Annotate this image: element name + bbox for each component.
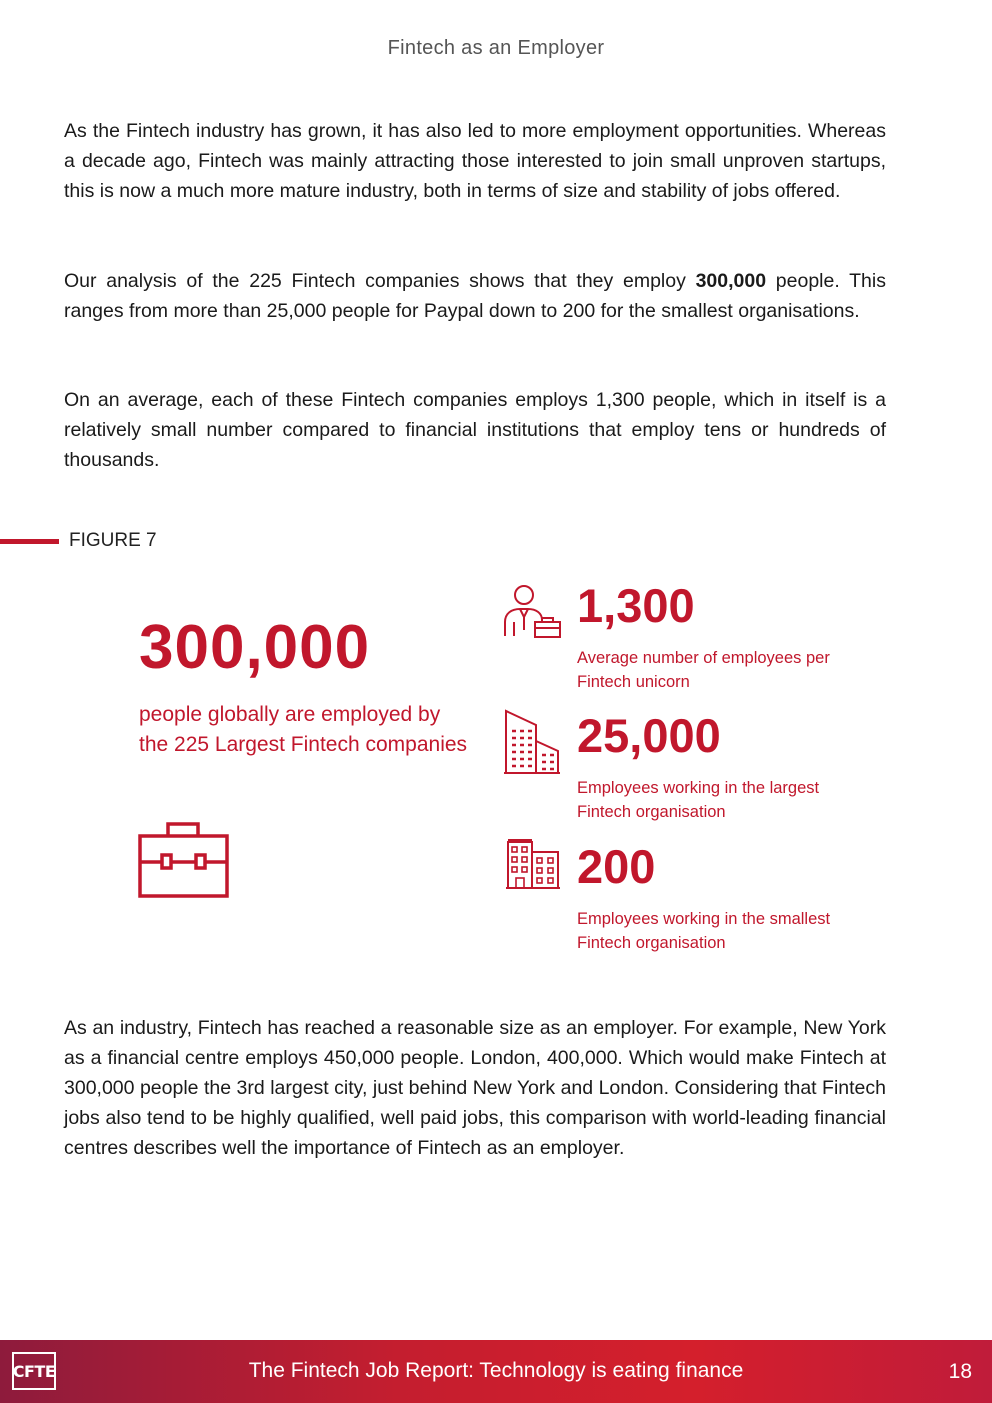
- main-stat-value: 300,000: [139, 613, 371, 682]
- stat-description-25000: Employees working in the largest Fintech organisation: [577, 779, 820, 821]
- briefcase-icon: [137, 820, 231, 905]
- footer-title: The Fintech Job Report: Technology is eating finance: [248, 1359, 744, 1382]
- stat-description-1300: Average number of employees per Fintech unicorn: [577, 649, 830, 691]
- page-number: 18: [948, 1360, 972, 1383]
- small-building-icon: [504, 838, 560, 895]
- stat-value-200: 200: [577, 840, 656, 893]
- stat-value-25000: 25,000: [577, 709, 721, 762]
- paragraph-analysis-text: Our analysis of the 225 Fintech companies shows that they employ: [64, 270, 696, 292]
- stat-value-1300: 1,300: [577, 579, 695, 632]
- cfte-logo: CFTE: [12, 1352, 56, 1390]
- paragraph-analysis-bold: 300,000: [695, 270, 767, 292]
- figure-label: FIGURE 7: [69, 530, 157, 551]
- page-header-title: Fintech as an Employer: [387, 37, 605, 59]
- paragraph-analysis: [64, 266, 886, 326]
- skyscraper-icon: [504, 709, 560, 780]
- paragraph-analysis-text-end: people. This ranges from more than 25,000 people for Paypal down to 200 for the smallest organisations.: [64, 270, 886, 322]
- main-stat-description: people globally are employed by the 225 Largest Fintech companies: [139, 703, 468, 756]
- paragraph-intro: As the Fintech industry has grown, it has also led to more employment opportunities. Whereas a decade ago, Fintech was mainly attracting those interested to join small unproven startups, this is now a much more mature industry, both in terms of size and stability of jobs offered.: [64, 120, 886, 202]
- paragraph-average: On an average, each of these Fintech companies employs 1,300 people, which in itself is a relatively small number compared to financial institutions that employ tens or hundreds of thousands.: [64, 389, 886, 471]
- paragraph-comparison: As an industry, Fintech has reached a reasonable size as an employer. For example, New York as a financial centre employs 450,000 people. London, 400,000. Which would make Fintech at 300,000 people the 3rd largest city, just behind New York and London. Considering that Fintech jobs also tend to be highly qualified, well paid jobs, this comparison with world-leading financial centres describes well the importance of Fintech as an employer.: [64, 1017, 886, 1159]
- stat-description-200: Employees working in the smallest Fintech organisation: [577, 910, 831, 952]
- employee-icon: [502, 584, 562, 643]
- figure-rule: [0, 539, 59, 544]
- footer-bar: [0, 1340, 992, 1403]
